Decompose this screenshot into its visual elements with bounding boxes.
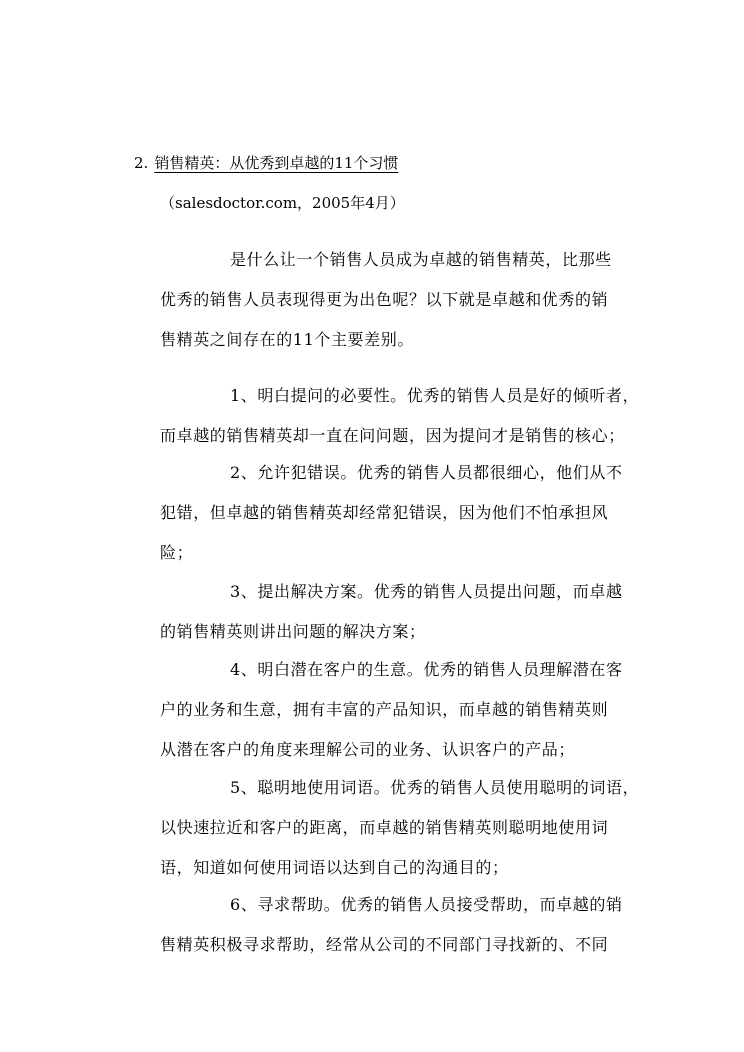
habit-paragraph-3: [160, 572, 634, 652]
paragraph-line: 犯错，但卓越的销售精英却经常犯错误，因为他们不怕承担风: [160, 503, 609, 522]
paragraph-line: 6、寻求帮助。优秀的销售人员接受帮助，而卓越的销: [230, 895, 623, 914]
paragraph-line: 3、提出解决方案。优秀的销售人员提出问题，而卓越: [230, 582, 623, 601]
paragraph-line: 2、允许犯错误。优秀的销售人员都很细心，他们从不: [230, 463, 623, 482]
paragraph-line: 从潜在客户的角度来理解公司的业务、认识客户的产品；: [160, 740, 576, 759]
paragraph-line: 售精英积极寻求帮助，经常从公司的不同部门寻找新的、不同: [160, 935, 609, 954]
habit-paragraph-5: [160, 768, 640, 888]
paragraph-line: 优秀的销售人员表现得更为出色呢？以下就是卓越和优秀的销: [160, 290, 609, 309]
paragraph-line: 4、明白潜在客户的生意。优秀的销售人员理解潜在客: [230, 660, 623, 679]
paragraph-line: 户的业务和生意，拥有丰富的产品知识，而卓越的销售精英则: [160, 700, 609, 719]
section-heading: [134, 152, 398, 174]
paragraph-line: 险；: [160, 543, 194, 562]
section-number: 2.: [134, 154, 149, 172]
paragraph-line: 是什么让一个销售人员成为卓越的销售精英，比那些: [230, 250, 612, 269]
section-title: 销售精英：从优秀到卓越的11个习惯: [154, 154, 399, 172]
paragraph-line: 1、明白提问的必要性。优秀的销售人员是好的倾听者，: [230, 386, 640, 405]
source-citation: （salesdoctor.com，2005年4月）: [160, 194, 405, 212]
paragraph-line: 以快速拉近和客户的距离，而卓越的销售精英则聪明地使用词: [160, 818, 609, 837]
paragraph-line: 5、聪明地使用词语。优秀的销售人员使用聪明的词语，: [230, 778, 640, 797]
habit-paragraph-4: [160, 650, 634, 770]
paragraph-line: 的销售精英则讲出问题的解决方案；: [160, 622, 426, 641]
habit-paragraph-1: [160, 376, 640, 456]
habit-paragraph-6: [160, 885, 634, 965]
paragraph-line: 售精英之间存在的11个主要差别。: [160, 330, 414, 349]
intro-paragraph: [160, 240, 634, 360]
paragraph-line: 而卓越的销售精英却一直在问问题，因为提问才是销售的核心；: [160, 426, 625, 445]
paragraph-line: 语，知道如何使用词语以达到自己的沟通目的；: [160, 858, 509, 877]
habit-paragraph-2: [160, 453, 634, 573]
